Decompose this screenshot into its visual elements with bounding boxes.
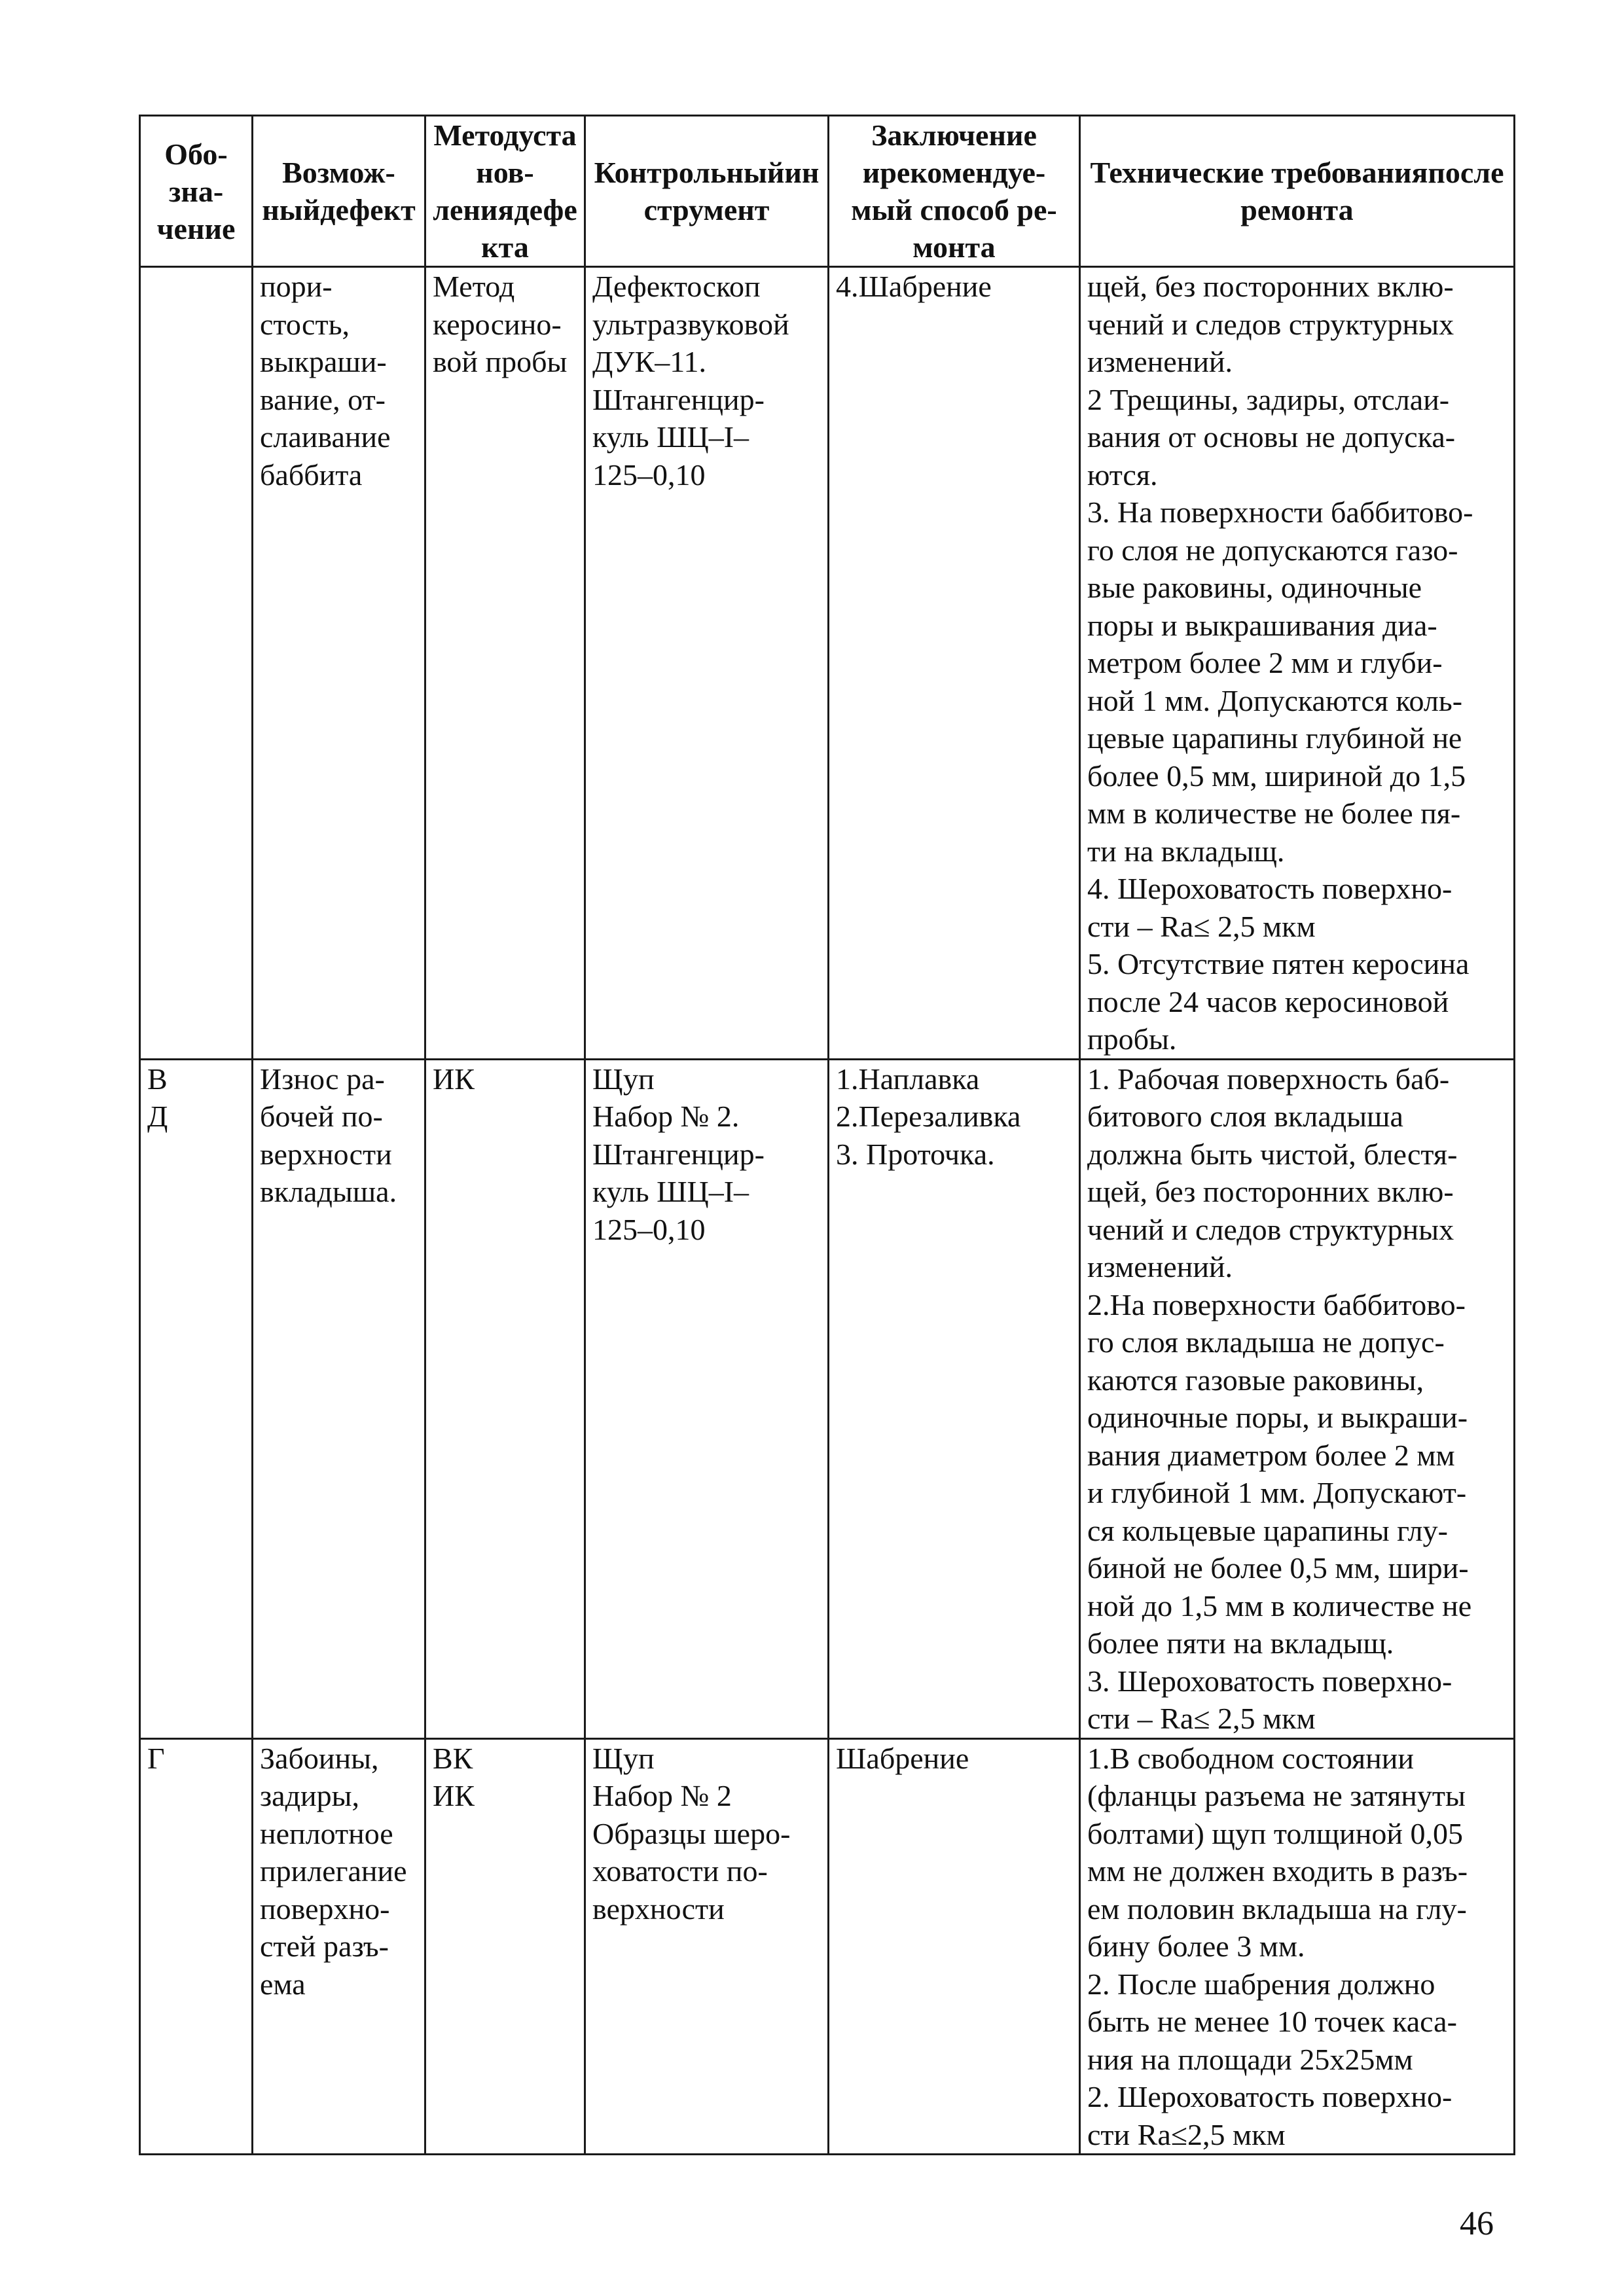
text-line: битового слоя вкладыша: [1087, 1100, 1403, 1133]
table-row: [140, 267, 1515, 1060]
text-line: Технические требования: [1090, 156, 1428, 189]
header-possible-defect: [253, 116, 425, 267]
cell-designation: [140, 1738, 253, 2155]
text-line: 2.Перезаливка: [836, 1100, 1021, 1133]
text-line: Контрольный: [594, 156, 785, 189]
text-line: 125–0,10: [592, 457, 706, 492]
text-line: изменений.: [1087, 345, 1233, 378]
text-line: щей, без посторонних вклю-: [1087, 270, 1454, 303]
text-line: верхности: [260, 1137, 392, 1171]
text-line: ления: [433, 193, 514, 226]
text-line: выкраши-: [260, 345, 387, 378]
text-line: Г: [147, 1741, 165, 1775]
text-line: 5. Отсутствие пятен керосина: [1087, 947, 1470, 980]
text-line: быть не менее 10 точек каса-: [1087, 2005, 1457, 2038]
cell-conclusion: [829, 267, 1080, 1060]
cell-tool: [585, 1738, 829, 2155]
text-line: мм в количестве не более пя-: [1087, 797, 1461, 830]
text-line: стей разъ-: [260, 1929, 389, 1963]
header-conclusion-repair: [829, 116, 1080, 267]
text-line: после 24 часов керосиновой: [1087, 984, 1449, 1018]
text-line: одиночные поры, и выкраши-: [1087, 1401, 1468, 1434]
text-line: ультразвуковой: [592, 307, 789, 341]
text-line: рекомендуе-: [880, 156, 1046, 189]
text-line: ный: [262, 193, 321, 226]
text-line: Метод: [433, 118, 519, 152]
text-line: Образцы шеро-: [592, 1816, 791, 1850]
text-line: 1. Рабочая поверхность баб-: [1087, 1062, 1450, 1096]
text-line: прилегание: [260, 1854, 407, 1888]
cell-method: [425, 1059, 585, 1738]
text-line: бочей по-: [260, 1100, 383, 1133]
text-line: ИК: [433, 1062, 475, 1096]
cell-designation: [140, 267, 253, 1060]
text-line: Щуп: [592, 1062, 655, 1096]
cell-requirements: [1080, 1059, 1515, 1738]
text-line: мм не должен входить в разъ-: [1087, 1854, 1468, 1888]
text-line: керосино-: [433, 307, 562, 341]
text-line: ния на площади 25х25мм: [1087, 2042, 1413, 2076]
text-line: вкладыша.: [260, 1175, 397, 1208]
cell-requirements: [1080, 1738, 1515, 2155]
text-line: Штангенцир-: [592, 1137, 765, 1171]
text-line: метром более 2 мм и глуби-: [1087, 646, 1443, 679]
text-line: дефект: [320, 193, 416, 226]
text-line: Набор № 2.: [592, 1100, 740, 1133]
cell-defect: [253, 1738, 425, 2155]
text-line: дефекта: [481, 193, 577, 264]
text-line: 2 Трещины, задиры, отслаи-: [1087, 382, 1450, 416]
table-header-row: [140, 116, 1515, 267]
text-line: ной 1 мм. Допускаются коль-: [1087, 683, 1463, 717]
text-line: каются газовые раковины,: [1087, 1363, 1424, 1397]
text-line: стость,: [260, 307, 350, 341]
text-line: баббита: [260, 457, 363, 492]
cell-designation: [140, 1059, 253, 1738]
text-line: 3. Проточка.: [836, 1137, 995, 1171]
text-line: цевые царапины глубиной не: [1087, 721, 1462, 755]
text-line: Обо-: [164, 137, 228, 171]
text-line: верхности: [592, 1892, 725, 1926]
text-line: мый способ ре-: [851, 193, 1057, 226]
text-line: болтами) щуп толщиной 0,05: [1087, 1816, 1464, 1850]
text-line: неплотное: [260, 1816, 393, 1850]
text-line: Шабрение: [836, 1741, 969, 1775]
text-line: ной до 1,5 мм в количестве не: [1087, 1588, 1472, 1623]
text-line: го слоя вкладыша не допус-: [1087, 1325, 1445, 1359]
text-line: вой пробы: [433, 345, 568, 378]
text-line: ИК: [433, 1779, 475, 1812]
cell-requirements: [1080, 267, 1515, 1060]
text-line: 125–0,10: [592, 1212, 706, 1246]
text-line: 2. После шабрения должно: [1087, 1967, 1435, 2001]
text-line: 1.В свободном состоянии: [1087, 1741, 1414, 1775]
text-line: (фланцы разъема не затянуты: [1087, 1779, 1466, 1812]
text-line: инструмент: [643, 156, 820, 226]
text-line: вания от основы не допуска-: [1087, 420, 1456, 454]
header-control-tool: [585, 116, 829, 267]
cell-method: [425, 1738, 585, 2155]
text-line: Возмож-: [282, 156, 395, 189]
text-line: го слоя не допускаются газо-: [1087, 533, 1458, 567]
text-line: Износ ра-: [260, 1062, 385, 1096]
text-line: чение: [156, 211, 236, 245]
text-line: Набор № 2: [592, 1779, 732, 1812]
text-line: и глубиной 1 мм. Допускают-: [1087, 1476, 1467, 1509]
text-line: ховатости по-: [592, 1854, 768, 1888]
text-line: ДУК–11.: [592, 345, 706, 378]
text-line: Забоины,: [260, 1741, 379, 1775]
text-line: 1.Наплавка: [836, 1062, 980, 1096]
header-detection-method: [425, 116, 585, 267]
text-line: куль ШЦ–I–: [592, 420, 749, 454]
text-line: Д: [147, 1100, 168, 1133]
text-line: Метод: [433, 270, 515, 303]
text-line: пори-: [260, 270, 333, 303]
text-line: после ремонта: [1240, 156, 1504, 226]
text-line: пробы.: [1087, 1022, 1177, 1056]
text-line: более пяти на вкладыщ.: [1087, 1626, 1394, 1660]
text-line: ся кольцевые царапины глу-: [1087, 1513, 1448, 1547]
text-line: 3. На поверхности баббитово-: [1087, 495, 1473, 529]
text-line: 2.На поверхности баббитово-: [1087, 1287, 1466, 1321]
text-line: Дефектоскоп: [592, 270, 761, 303]
text-line: изменений.: [1087, 1250, 1233, 1283]
cell-conclusion: [829, 1738, 1080, 2155]
text-line: куль ШЦ–I–: [592, 1175, 749, 1208]
defects-table: [139, 115, 1515, 2155]
text-line: установ-: [476, 118, 577, 189]
text-line: вание, от-: [260, 382, 386, 416]
text-line: зна-: [168, 174, 224, 208]
cell-defect: [253, 267, 425, 1060]
text-line: сти – Ra≤ 2,5 мкм: [1087, 1702, 1316, 1735]
text-line: ВК: [433, 1741, 473, 1775]
text-line: более 0,5 мм, шириной до 1,5: [1087, 759, 1466, 793]
text-line: слаивание: [260, 420, 391, 454]
text-line: 2. Шероховатость поверхно-: [1087, 2080, 1453, 2113]
header-designation: [140, 116, 253, 267]
text-line: сти – Ra≤ 2,5 мкм: [1087, 909, 1316, 943]
cell-tool: [585, 267, 829, 1060]
text-line: В: [147, 1062, 168, 1096]
text-line: ются.: [1087, 457, 1158, 492]
text-line: монта: [912, 230, 996, 264]
text-line: чений и следов структурных: [1087, 307, 1454, 341]
text-line: сти Ra≤2,5 мкм: [1087, 2117, 1286, 2151]
text-line: чений и следов структурных: [1087, 1212, 1454, 1246]
text-line: должна быть чистой, блестя-: [1087, 1137, 1458, 1171]
text-line: ема: [260, 1967, 306, 2001]
text-line: поверхно-: [260, 1892, 390, 1926]
text-line: бину более 3 мм.: [1087, 1929, 1305, 1963]
text-line: Заключение и: [862, 118, 1037, 189]
text-line: 3. Шероховатость поверхно-: [1087, 1664, 1453, 1698]
text-line: 4.Шабрение: [836, 270, 992, 303]
page-number: 46: [1460, 2205, 1494, 2242]
text-line: задиры,: [260, 1779, 360, 1812]
table-row: [140, 1059, 1515, 1738]
text-line: вые раковины, одиночные: [1087, 571, 1422, 604]
header-technical-requirements: [1080, 116, 1515, 267]
text-line: щей, без посторонних вклю-: [1087, 1175, 1454, 1208]
text-line: поры и выкрашивания диа-: [1087, 608, 1437, 642]
text-line: вания диаметром более 2 мм: [1087, 1438, 1455, 1472]
text-line: Щуп: [592, 1741, 655, 1775]
text-line: биной не более 0,5 мм, шири-: [1087, 1551, 1469, 1585]
text-line: ти на вкладыщ.: [1087, 834, 1285, 868]
cell-method: [425, 267, 585, 1060]
table-row: [140, 1738, 1515, 2155]
cell-tool: [585, 1059, 829, 1738]
text-line: Штангенцир-: [592, 382, 765, 416]
cell-defect: [253, 1059, 425, 1738]
text-line: ем половин вкладыша на глу-: [1087, 1892, 1467, 1926]
cell-conclusion: [829, 1059, 1080, 1738]
text-line: 4. Шероховатость поверхно-: [1087, 872, 1453, 905]
